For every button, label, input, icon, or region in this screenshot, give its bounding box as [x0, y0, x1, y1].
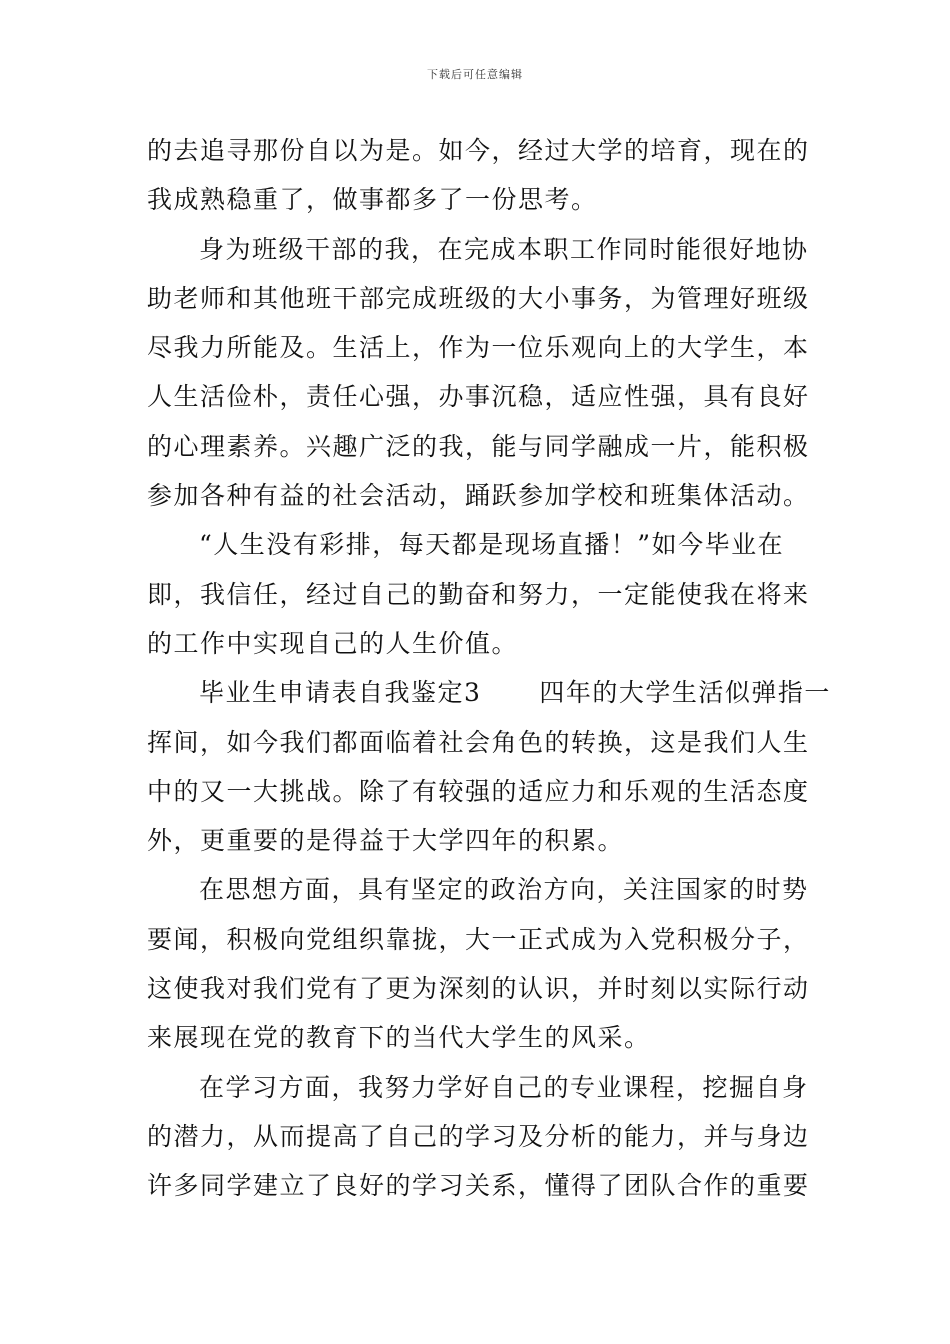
text-line: 的心理素养。兴趣广泛的我，能与同学融成一片，能积极 — [147, 431, 810, 461]
text-line: 的去追寻那份自以为是。如今，经过大学的培育，现在的 — [147, 136, 810, 165]
page-header: 下载后可任意编辑 — [427, 68, 523, 81]
text-line: 中的又一大挑战。除了有较强的适应力和乐观的生活态度 — [147, 776, 810, 806]
text-segment: 四年的大学生活似弹指一 — [539, 678, 831, 708]
text-line: 助老师和其他班干部完成班级的大小事务，为管理好班级 — [147, 283, 810, 313]
text-line: 在学习方面，我努力学好自己的专业课程，挖掘自身 — [199, 1072, 809, 1102]
text-line: 外，更重要的是得益于大学四年的积累。 — [147, 826, 625, 856]
text-line: 参加各种有益的社会活动，踊跃参加学校和班集体活动。 — [147, 481, 810, 511]
text-line: 许多同学建立了良好的学习关系，懂得了团队合作的重要 — [147, 1171, 810, 1201]
text-line: 要闻，积极向党组织靠拢，大一正式成为入党积极分子， — [147, 924, 810, 954]
text-line: 即，我信任，经过自己的勤奋和努力，一定能使我在将来 — [147, 579, 810, 609]
text-line: 我成熟稳重了，做事都多了一份思考。 — [147, 185, 598, 215]
document-body — [147, 126, 831, 1211]
text-line: “人生没有彩排，每天都是现场直播！”如今毕业在 — [199, 530, 785, 560]
section-heading: 毕业生申请表自我鉴定3 — [199, 678, 482, 708]
text-line: 这使我对我们党有了更为深刻的认识，并时刻以实际行动 — [147, 974, 810, 1004]
text-line: 来展现在党的教育下的当代大学生的风采。 — [147, 1023, 651, 1053]
text-line: 的工作中实现自己的人生价值。 — [147, 628, 519, 658]
text-line — [147, 668, 831, 717]
text-line: 的潜力，从而提高了自己的学习及分析的能力，并与身边 — [147, 1121, 810, 1151]
text-line: 身为班级干部的我，在完成本职工作同时能很好地协 — [199, 234, 809, 264]
text-line: 人生活俭朴，责任心强，办事沉稳，适应性强，具有良好 — [147, 382, 810, 412]
text-line: 尽我力所能及。生活上，作为一位乐观向上的大学生，本 — [147, 333, 810, 363]
text-line: 挥间，如今我们都面临着社会角色的转换，这是我们人生 — [147, 727, 810, 757]
text-line: 在思想方面，具有坚定的政治方向，关注国家的时势 — [199, 875, 809, 905]
